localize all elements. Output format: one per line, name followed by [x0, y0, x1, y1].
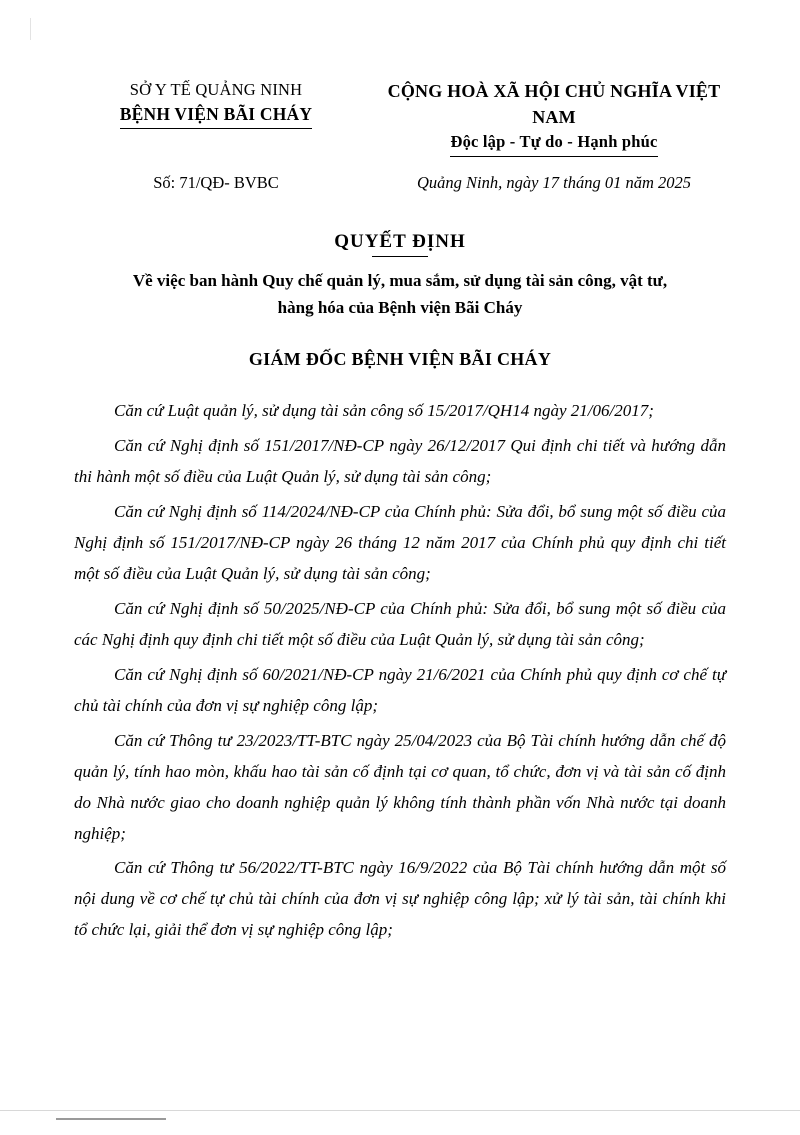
- page-footer-divider: [0, 1110, 800, 1111]
- national-motto-text: Độc lập - Tự do - Hạnh phúc: [450, 130, 657, 157]
- department-name: SỞ Y TẾ QUẢNG NINH: [129, 80, 303, 99]
- national-heading: [366, 78, 742, 157]
- title-divider: [372, 256, 428, 257]
- page-footer-mark: [56, 1118, 166, 1120]
- place-and-date: Quảng Ninh, ngày 17 tháng 01 năm 2025: [416, 172, 692, 192]
- legal-basis-paragraph: Căn cứ Thông tư 23/2023/TT-BTC ngày 25/04/2023 của Bộ Tài chính hướng dẫn chế độ quản lý, tính hao mòn, khấu hao tài sản cố định tại cơ quan, tổ chức, đơn vị và tài sản cố định do Nhà nước giao cho doanh nghiệp quản lý không tính thành phần vốn Nhà nước tại doanh nghiệp;: [74, 730, 726, 843]
- legal-basis-paragraph: Căn cứ Nghị định số 60/2021/NĐ-CP ngày 21/6/2021 của Chính phủ quy định cơ chế tự chủ tài chính của đơn vị sự nghiệp công lập;: [74, 664, 726, 715]
- issuer-title: GIÁM ĐỐC BỆNH VIỆN BÃI CHÁY: [248, 349, 552, 370]
- document-subheader: [0, 157, 800, 193]
- decision-heading: QUYẾT ĐỊNH: [334, 230, 466, 252]
- document-title-block: [0, 231, 800, 321]
- legal-basis-paragraph: Căn cứ Nghị định số 114/2024/NĐ-CP của Chính phủ: Sửa đổi, bổ sung một số điều của Nghị định số 151/2017/NĐ-CP ngày 26 tháng 12 năm 2017 của Chính phủ quy định chi tiết một số điều của Luật Quản lý, sử dụng tài sản công;: [74, 502, 726, 583]
- country-name: CỘNG HOÀ XÃ HỘI CHỦ NGHĨA VIỆT NAM: [387, 81, 721, 128]
- page-edge-mark: [30, 18, 31, 40]
- legal-basis-paragraph: Căn cứ Nghị định số 151/2017/NĐ-CP ngày 26/12/2017 Qui định chi tiết và hướng dẫn thi hành một số điều của Luật Quản lý, sử dụng tài sản công;: [74, 436, 726, 487]
- document-header: [0, 0, 800, 157]
- issuing-organization: [58, 78, 366, 157]
- document-number: Số: 71/QĐ- BVBC: [153, 172, 279, 192]
- national-motto: [366, 130, 742, 157]
- legal-basis-paragraph: Căn cứ Nghị định số 50/2025/NĐ-CP của Chính phủ: Sửa đổi, bổ sung một số điều của các Nghị định quy định chi tiết một số điều của Luật Quản lý, sử dụng tài sản công;: [74, 598, 726, 649]
- decision-subject-line-1: Về việc ban hành Quy chế quản lý, mua sắm, sử dụng tài sản công, vật tư,: [132, 270, 668, 290]
- decision-subject-line-2: hàng hóa của Bệnh viện Bãi Cháy: [277, 298, 523, 318]
- hospital-name-text: BỆNH VIỆN BÃI CHÁY: [120, 102, 312, 129]
- hospital-name: [66, 102, 366, 129]
- legal-basis-paragraph: Căn cứ Luật quản lý, sử dụng tài sản công số 15/2017/QH14 ngày 21/06/2017;: [114, 401, 654, 421]
- document-body: [0, 370, 800, 946]
- legal-basis-paragraph: Căn cứ Thông tư 56/2022/TT-BTC ngày 16/9/2022 của Bộ Tài chính hướng dẫn một số nội dung về cơ chế tự chủ tài chính của đơn vị sự nghiệp công lập; xử lý tài sản, tài chính khi tổ chức lại, giải thể đơn vị sự nghiệp công lập;: [74, 858, 726, 940]
